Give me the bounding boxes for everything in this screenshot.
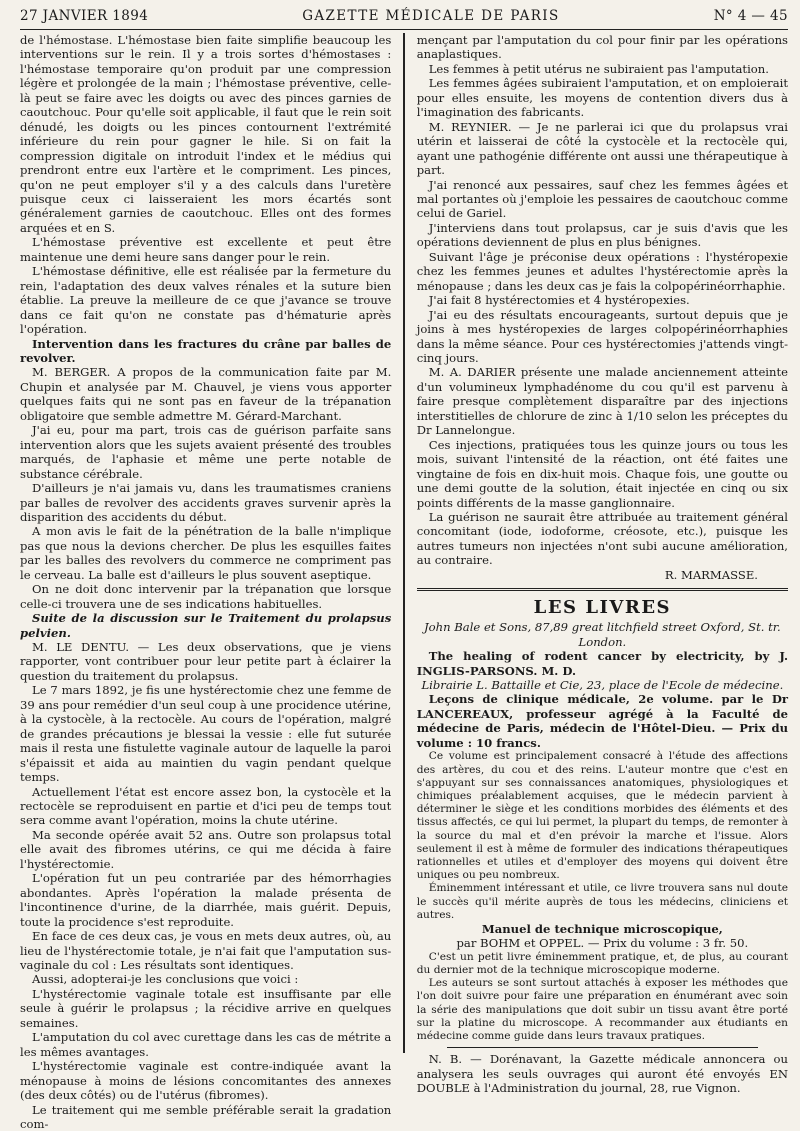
paragraph: Suivant l'âge je préconise deux opérations : l'hystéropexie chez les femmes jeunes et adultes l'hystérectomie après la ménopause ; dans les deux cas je fais la colpopérinéorrhaphie. <box>416 249 788 293</box>
paragraph: J'ai fait 8 hystérectomies et 4 hystéropexies. <box>428 293 690 308</box>
issue-date: 27 JANVIER 1894 <box>20 8 149 24</box>
paragraph-berger: M. BERGER. A propos de la communication faite par M. Chupin et analysée par M. Chauvel, je viens vous apporter quelques faits qui ne sont pas en faveur de la trépanation obligatoire que semble admettre M. Gérard-Marchant. <box>20 365 392 423</box>
paragraph: La guérison ne saurait être attribuée au traitement général concomitant (iode, iodoforme, créosote, etc.), puisque les autres tumeurs non injectées n'ont subi aucune amélioration, au contraire. <box>416 509 788 568</box>
page-header <box>20 0 788 30</box>
journal-title: GAZETTE MÉDICALE DE PARIS <box>302 8 560 24</box>
book-review: C'est un petit livre éminemment pratique, et, de plus, au courant du dernier mot de la technique microscopique moderne. <box>416 950 788 977</box>
section-title-livres: LES LIVRES <box>533 597 672 619</box>
book-entry: The healing of rodent cancer by electricity, by J. INGLIS-PARSONS. M. D. <box>416 649 788 678</box>
paragraph: L'hystérectomie vaginale totale est insuffisante par elle seule à guérir le prolapsus ; la récidive arrive en quelques semaines. <box>20 986 392 1030</box>
paragraph-darier: M. A. DARIER présente une malade anciennement atteinte d'un volumineux lymphadénome du cou qu'il est parvenu à faire presque complètement disparaître par des injections interstitielles de chlorure de zinc à 1/10 selon les préceptes du Dr Lannelongue. <box>416 365 788 438</box>
note-separator <box>447 1047 758 1048</box>
paragraph: L'hystérectomie vaginale est contre-indiquée avant la ménopause à moins de lésions concomitantes des annexes (des deux côtés) ou de l'utérus (fibromes). <box>20 1059 392 1103</box>
book-entry-title: Manuel de technique microscopique, <box>481 921 723 936</box>
book-entry-authors: par BOHM et OPPEL. — Prix du volume : 3 fr. 50. <box>456 936 749 951</box>
paragraph: L'hémostase définitive, elle est réalisée par la fermeture du rein, l'adaptation des deux valves rénales et la suture bien établie. La preuve la meilleure de ce que j'avance se trouve dans ce fait qu'on ne constate pas d'hématurie après l'opération. <box>20 264 392 337</box>
paragraph-le-dentu: M. LE DENTU. — Les deux observations, que je viens rapporter, vont contribuer pour leur petite part à éclairer la question du traitement du prolapsus. <box>20 640 392 683</box>
paragraph: Ma seconde opérée avait 52 ans. Outre son prolapsus total elle avait des fibromes utérins, ce qui me décida à faire l'hystérectomie. <box>20 827 392 871</box>
paragraph: En face de ces deux cas, je vous en mets deux autres, où, au lieu de l'hystérectomie totale, je n'ai fait que l'amputation sus-vaginale du col : Les résultats sont identiques. <box>20 929 392 972</box>
section-separator <box>417 588 788 591</box>
paragraph: Le traitement qui me semble préférable serait la gradation com- <box>20 1102 392 1131</box>
publisher-line: Librairie L. Battaille et Cie, 23, place de l'Ecole de médecine. <box>421 678 784 693</box>
left-column <box>20 33 400 1131</box>
author-signature: R. MARMASSE. <box>664 567 758 582</box>
paragraph: Le 7 mars 1892, je fis une hystérectomie chez une femme de 39 ans pour remédier d'un seul coup à une procidence utérine, à la cystocèle, à la rectocèle. Au cours de l'opération, malgré de grandes précautions je blessai la vessie : elle fut suturée mais il resta une fistulette vaginale autour de laquelle la paroi s'épaissit et aida au maintien du vagin pendant quelque temps. <box>20 683 392 785</box>
paragraph: J'interviens dans tout prolapsus, car je suis d'avis que les opérations deviennent de plus en plus bénignes. <box>416 220 788 250</box>
text-columns <box>20 33 788 1131</box>
paragraph: D'ailleurs je n'ai jamais vu, dans les traumatismes craniens par balles de revolver des accidents graves survenir après la disparition des accidents du début. <box>20 481 392 524</box>
paragraph: Les femmes âgées subiraient l'amputation, et on emploierait pour elles ensuite, les moyens de contention divers dus à l'imagination des fabricants. <box>416 76 788 120</box>
paragraph: Aussi, adopterai-je les conclusions que voici : <box>32 972 299 987</box>
paragraph: J'ai renoncé aux pessaires, sauf chez les femmes âgées et mal portantes où j'emploie les pessaires de caoutchouc comme celui de Gariel. <box>416 177 788 221</box>
book-review: Ce volume est principalement consacré à l'étude des affections des artères, du cou et des reins. L'auteur montre que c'est en s'appuyant sur ses connaissances anatomiques, physiologiques et chimiques préalablement acquises, que le médecin parvient à déterminer le siège et les conditions morbides des éléments et des tissus affectés, ce qui lui permet, la plupart du temps, de remonter à la source du mal et d'en prévoir la marche et l'issue. Alors seulement il est à même de formuler des indications thérapeutiques rationnelles et utiles et d'employer des moyens qui doivent être uniques ou peu nombreux. <box>416 750 788 882</box>
book-review: Éminemment intéressant et utile, ce livre trouvera sans nul doute le succès qu'il mérite auprès de tous les médecins, cliniciens et autres. <box>416 882 788 921</box>
paragraph: A mon avis le fait de la pénétration de la balle n'implique pas que nous la devions chercher. De plus les esquilles faites par les balles des revolvers du commerce ne compriment pas le cerveau. La balle est d'ailleurs le plus souvent aseptique. <box>20 524 392 582</box>
paragraph: L'amputation du col avec curettage dans les cas de métrite a les mêmes avantages. <box>20 1030 392 1059</box>
paragraph-hemostase: de l'hémostase. L'hémostase bien faite simplifie beaucoup les interventions sur le rein. Il y a trois sortes d'hémostases : l'hémostase temporaire qu'on produit par une compression légère et prolongée de la main ; l'hémostase préventive, celle-là peut se faire avec les doigts ou avec des pinces garnies de caoutchouc. Pour qu'elle soit applicable, il faut que le rein soit dénudé, les doigts ou les pinces contournent l'extrémité inférieure du rein pour gagner le hile. Si on fait la compression digitale on introduit l'index et le médius qui prendront entre eux l'artère et le compriment. Les pinces, qu'on ne peut employer s'il y a des calculs dans l'uretère puisque ceux ci laisseraient les mors écartés sont généralement garnies de caoutchouc. Elles ont des formes arquées et en S. <box>20 33 392 235</box>
book-entry: Leçons de clinique médicale, 2e volume. par le Dr LANCEREAUX, professeur agrégé à la Faculté de médecine de Paris, médecin de l'Hôtel-Dieu. — Prix du volume : 10 francs. <box>416 692 788 750</box>
paragraph: Actuellement l'état est encore assez bon, la cystocèle et la rectocèle se reproduisent en partie et d'ici peu de temps tout sera comme avant l'opération, moins la chute utérine. <box>20 784 392 828</box>
paragraph: J'ai eu, pour ma part, trois cas de guérison parfaite sans intervention alors que les sujets avaient présenté des troubles marqués, de l'aphasie et même une perte notable de substance cérébrale. <box>20 423 392 481</box>
column-divider <box>403 33 404 1053</box>
section-heading-fractures: Intervention dans les fractures du crâne par balles de revolver. <box>20 336 392 365</box>
paragraph: Ces injections, pratiquées tous les quinze jours ou tous les mois, suivant l'intensité de la réaction, ont été faites une vingtaine de fois en dix-huit mois. Chaque fois, une goutte ou une demi goutte de la solution, était injectée en cinq ou six points différents de la masse ganglionnaire. <box>416 437 788 510</box>
book-review: Les auteurs se sont surtout attachés à exposer les méthodes que l'on doit suivre pour faire une préparation en énumérant avec soin la série des manipulations que doit subir un tissu avant être porté sur la platine du microscope. A recommander aux étudiants en médecine comme guide dans leurs travaux pratiques. <box>416 977 788 1043</box>
paragraph: Les femmes à petit utérus ne subiraient pas l'amputation. <box>428 61 769 76</box>
paragraph: L'opération fut un peu contrariée par des hémorrhagies abondantes. Après l'opération la malade présenta de l'incontinence d'urine, de la diarrhée, mais guérit. Depuis, toute la procidence s'est reproduite. <box>20 871 392 929</box>
paragraph: L'hémostase préventive est excellente et peut être maintenue une demi heure sans danger pour le rein. <box>20 235 392 264</box>
nota-bene: N. B. — Dorénavant, la Gazette médicale annoncera ou analysera les seuls ouvrages qui auront été envoyés EN DOUBLE à l'Administration du journal, 28, rue Vignon. <box>416 1052 788 1096</box>
paragraph: On ne doit donc intervenir par la trépanation que lorsque celle-ci trouvera une de ses indications habituelles. <box>20 582 392 611</box>
paragraph-reynier: M. REYNIER. — Je ne parlerai ici que du prolapsus vrai utérin et laisserai de côté la cystocèle et la rectocèle qui, ayant une pathogénie différente ont aussi une thérapeutique à part. <box>416 119 788 178</box>
issue-number: N° 4 — 45 <box>713 8 788 24</box>
publisher-line: John Bale et Sons, 87,89 great litchfield street Oxford, St. tr. London. <box>424 620 781 649</box>
paragraph: J'ai eu des résultats encourageants, surtout depuis que je joins à mes hystéropexies de larges colpopérinéorrhaphies dans la même séance. Pour ces hystérectomies j'attends vingt-cinq jours. <box>416 307 788 365</box>
section-heading-prolapsus: Suite de la discussion sur le Traitement du prolapsus pelvien. <box>20 611 392 640</box>
paragraph: mençant par l'amputation du col pour finir par les opérations anaplastiques. <box>416 33 788 62</box>
right-column <box>408 33 788 1096</box>
